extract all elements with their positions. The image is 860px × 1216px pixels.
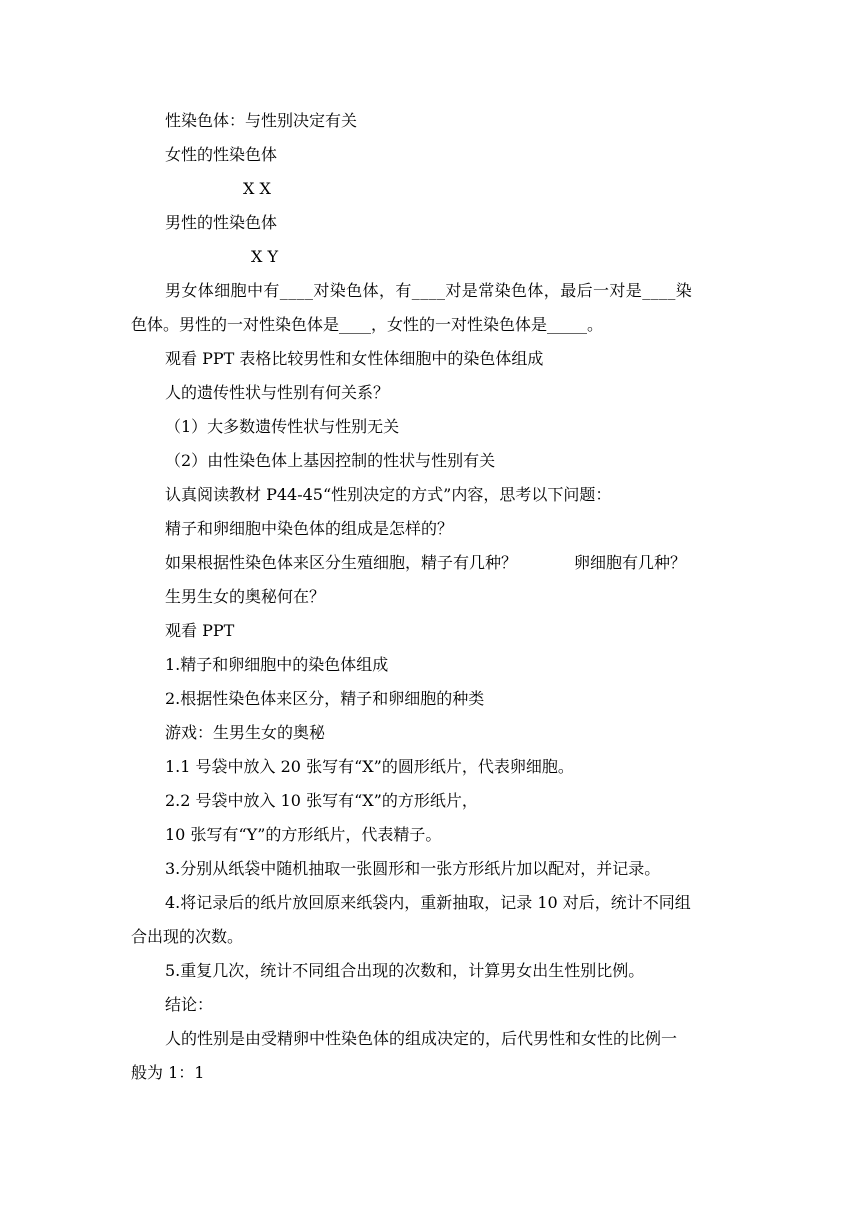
watch-ppt: 观看 PPT — [165, 621, 235, 640]
question-egg-types: 卵细胞有几种？ — [574, 553, 687, 572]
sex-chromosome-definition: 性染色体：与性别决定有关 — [165, 111, 358, 130]
ppt-item-2: 2.根据性染色体来区分，精子和卵细胞的种类 — [165, 689, 485, 708]
game-step-2: 2.2 号袋中放入 10 张写有“X”的方形纸片， — [165, 791, 478, 810]
game-step-5: 5.重复几次，统计不同组合出现的次数和，计算男女出生性别比例。 — [165, 961, 645, 980]
female-xx: X X — [243, 179, 271, 198]
game-step-3: 3.分别从纸袋中随机抽取一张圆形和一张方形纸片加以配对，并记录。 — [165, 859, 661, 878]
question-sperm-types: 如果根据性染色体来区分生殖细胞，精子有几种？ — [165, 553, 518, 572]
ppt-table-instruction: 观看 PPT 表格比较男性和女性体细胞中的染色体组成 — [165, 349, 544, 368]
male-sex-chromosome-label: 男性的性染色体 — [165, 213, 278, 232]
point-1: （1）大多数遗传性状与性别无关 — [165, 417, 400, 436]
fill-blank-question-line2: 色体。男性的一对性染色体是____，女性的一对性染色体是_____。 — [131, 315, 604, 334]
conclusion-label: 结论： — [165, 995, 214, 1014]
conclusion-line1: 人的性别是由受精卵中性染色体的组成决定的，后代男性和女性的比例一 — [165, 1029, 678, 1048]
game-step-1: 1.1 号袋中放入 20 张写有“X”的圆形纸片，代表卵细胞。 — [165, 757, 574, 776]
game-step-2-continued: 10 张写有“Y”的方形纸片，代表精子。 — [165, 825, 442, 844]
game-step-4-line1: 4.将记录后的纸片放回原来纸袋内，重新抽取，记录 10 对后，统计不同组 — [165, 893, 691, 912]
game-title: 游戏：生男生女的奥秘 — [165, 723, 326, 742]
ppt-item-1: 1.精子和卵细胞中的染色体组成 — [165, 655, 389, 674]
female-sex-chromosome-label: 女性的性染色体 — [165, 145, 278, 164]
question-mystery: 生男生女的奥秘何在？ — [165, 587, 326, 606]
point-2: （2）由性染色体上基因控制的性状与性别有关 — [165, 451, 496, 470]
reading-instruction: 认真阅读教材 P44-45“性别决定的方式”内容，思考以下问题： — [165, 485, 612, 504]
trait-sex-question: 人的遗传性状与性别有何关系？ — [165, 383, 390, 402]
male-xy: X Y — [251, 247, 279, 266]
conclusion-line2: 般为 1：1 — [131, 1063, 205, 1082]
question-gamete-composition: 精子和卵细胞中染色体的组成是怎样的？ — [165, 519, 454, 538]
game-step-4-line2: 合出现的次数。 — [131, 927, 244, 946]
fill-blank-question-line1: 男女体细胞中有____对染色体，有____对是常染色体，最后一对是____染 — [165, 281, 693, 300]
